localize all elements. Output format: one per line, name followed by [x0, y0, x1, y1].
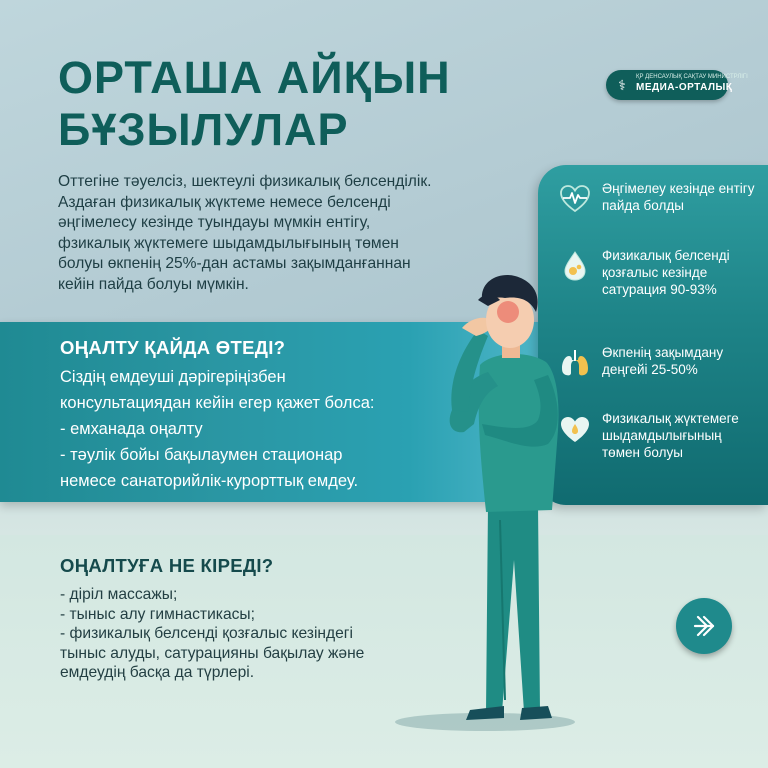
intro-line: Оттегіне тәуелсіз, шектеулі физикалық белсенділік.: [58, 173, 432, 190]
next-button[interactable]: [676, 598, 732, 654]
includes-line: - физикалық белсенді қозғалыс кезіндегі: [60, 625, 353, 642]
intro-text: [58, 172, 528, 295]
page-title: [58, 52, 538, 156]
includes-line: - діріл массажы;: [60, 586, 178, 603]
logo-main-text: МЕДИА-ОРТАЛЫҚ: [636, 82, 733, 93]
rehab-includes-list: [60, 585, 500, 683]
includes-line: - тыныс алу гимнастикасы;: [60, 605, 255, 623]
intro-line: кейін пайда болуы мүмкін.: [58, 275, 249, 293]
arrow-right-icon: [689, 611, 719, 641]
symptom-label: Физикалық белсенді қозғалыс кезінде сатурация 90-93%: [602, 248, 730, 297]
symptom-label: Физикалық жүктемеге шыдамдылығының төмен болуы: [602, 411, 739, 460]
intro-line: Аздаған физикалық жүктеме немесе белсенді: [58, 193, 391, 211]
lungs-icon: [558, 346, 592, 380]
rehab-line: Сіздің емдеуші дәрігеріңізбен: [60, 368, 286, 386]
intro-line: фзикалық жүктемеге шыдамдылығының төмен: [58, 234, 399, 252]
rehab-includes-title: ОҢАЛТУҒА НЕ КІРЕДІ?: [60, 555, 274, 576]
symptom-label: Әңгімелеу кезінде ентігу пайда болды: [602, 181, 755, 213]
oxygen-drop-icon: [558, 249, 592, 283]
logo-ministry-text: ҚР ДЕНСАУЛЫҚ САҚТАУ МИНИСТРЛІГІ: [636, 74, 748, 80]
heart-bandage-icon: [558, 412, 592, 446]
intro-line: болуы өкпенің 25%-дан астамы зақымданғаннан: [58, 255, 411, 272]
symptom-label: Өкпенің зақымдану деңгейі 25-50%: [602, 345, 724, 377]
includes-line: емдеудің басқа да түрлері.: [60, 664, 255, 681]
intro-line: әңгімелесу кезінде туындауы мүмкін ентігу,: [58, 214, 371, 231]
rehab-line: немесе санаторийлік-курорттық емдеу.: [60, 472, 359, 490]
rehab-line: - емханада оңалту: [60, 420, 203, 438]
rehab-line: консультациядан кейін егер қажет болса:: [60, 394, 375, 412]
title-line-1: ОРТАША АЙҚЫН: [58, 52, 451, 103]
rehab-line: - тәулік бойы бақылаумен стационар: [60, 446, 343, 464]
media-center-logo: [606, 70, 748, 100]
rehab-location-text: [60, 364, 490, 494]
rehab-location-title: ОҢАЛТУ ҚАЙДА ӨТЕДІ?: [60, 337, 286, 358]
title-line-2: БҰЗЫЛУЛАР: [58, 104, 349, 155]
includes-line: тыныс алуды, сатурацияны бақылау және: [60, 644, 365, 662]
heart-pulse-icon: [558, 182, 592, 216]
caduceus-icon: ⚕: [618, 77, 626, 93]
